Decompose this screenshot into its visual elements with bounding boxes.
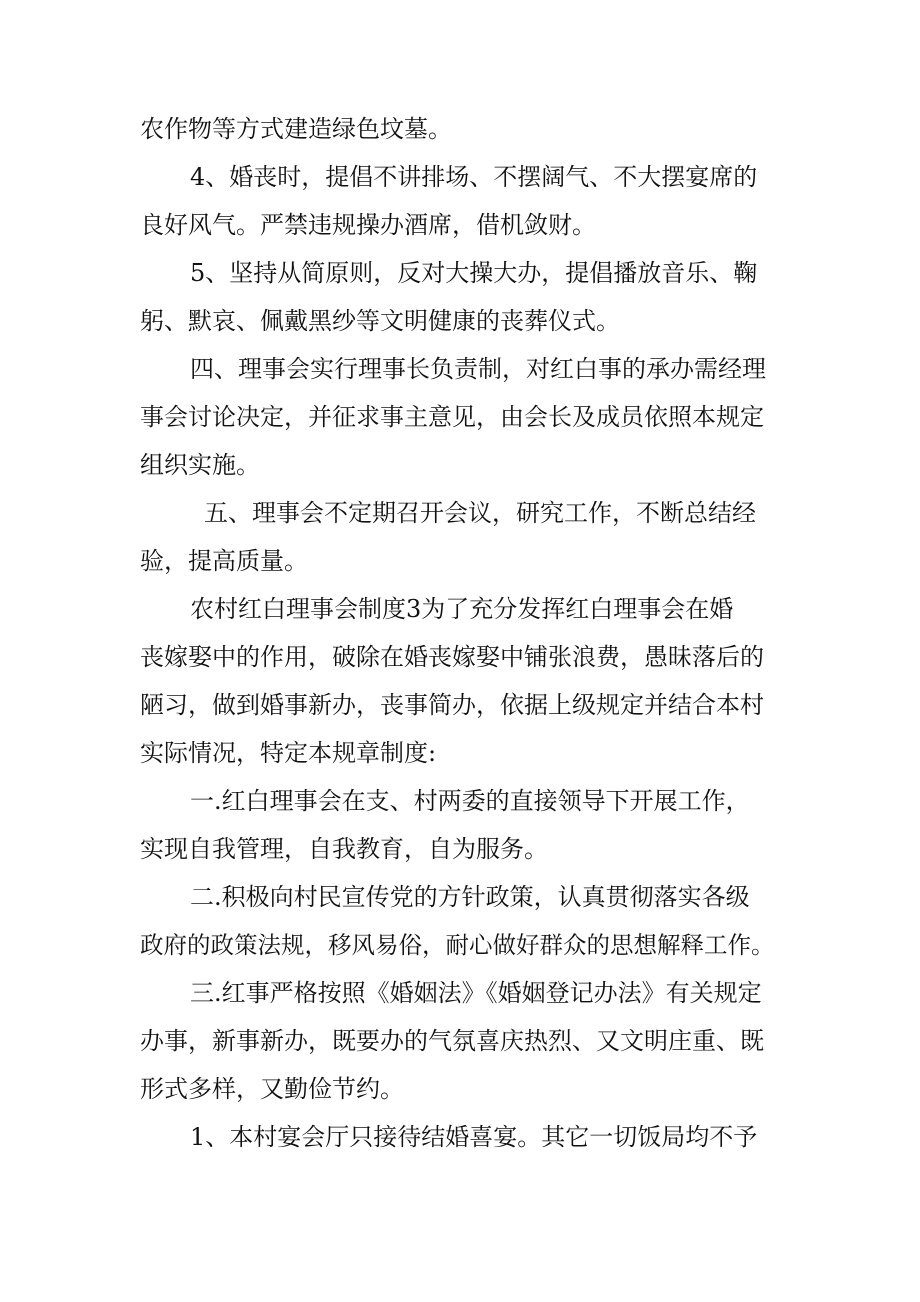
text-line-11: 农村红白理事会制度3为了充分发挥红白理事会在婚: [190, 595, 734, 623]
text-line-14: 实际情况，特定本规章制度:: [140, 739, 437, 767]
text-line-15: 一.红白理事会在支、村两委的直接领导下开展工作，: [190, 787, 750, 815]
text-line-22: 1、本村宴会厅只接待结婚喜宴。其它一切饭局均不予: [190, 1123, 758, 1151]
text-line-13: 陋习，做到婚事新办，丧事简办，依据上级规定并结合本村: [140, 691, 764, 719]
text-line-2: 4、婚丧时，提倡不讲排场、不摆阔气、不大摆宴席的: [190, 163, 758, 191]
text-line-8: 组织实施。: [140, 451, 260, 479]
text-line-4: 5、坚持从简原则，反对大操大办，提倡播放音乐、鞠: [190, 259, 758, 287]
text-line-1: 农作物等方式建造绿色坟墓。: [140, 115, 452, 143]
text-line-20: 办事，新事新办，既要办的气氛喜庆热烈、又文明庄重、既: [140, 1027, 764, 1055]
text-line-19: 三.红事严格按照《婚姻法》《婚姻登记办法》有关规定: [190, 979, 762, 1007]
text-line-7: 事会讨论决定，并征求事主意见，由会长及成员依照本规定: [140, 403, 764, 431]
text-line-18: 政府的政策法规，移风易俗，耐心做好群众的思想解释工作。: [140, 931, 775, 959]
text-line-3: 良好风气。严禁违规操办酒席，借机敛财。: [140, 211, 596, 239]
text-line-16: 实现自我管理，自我教育，自为服务。: [140, 835, 548, 863]
text-line-10: 验，提高质量。: [140, 547, 308, 575]
text-line-6: 四、理事会实行理事长负责制，对红白事的承办需经理: [190, 355, 766, 383]
text-line-5: 躬、默哀、佩戴黑纱等文明健康的丧葬仪式。: [140, 307, 620, 335]
text-line-17: 二.积极向村民宣传党的方针政策，认真贯彻落实各级: [190, 883, 750, 911]
text-line-21: 形式多样，又勤俭节约。: [140, 1075, 404, 1103]
text-line-9: 五、理事会不定期召开会议，研究工作，不断总结经: [204, 499, 756, 527]
text-line-12: 丧嫁娶中的作用，破除在婚丧嫁娶中铺张浪费，愚昧落后的: [140, 643, 764, 671]
